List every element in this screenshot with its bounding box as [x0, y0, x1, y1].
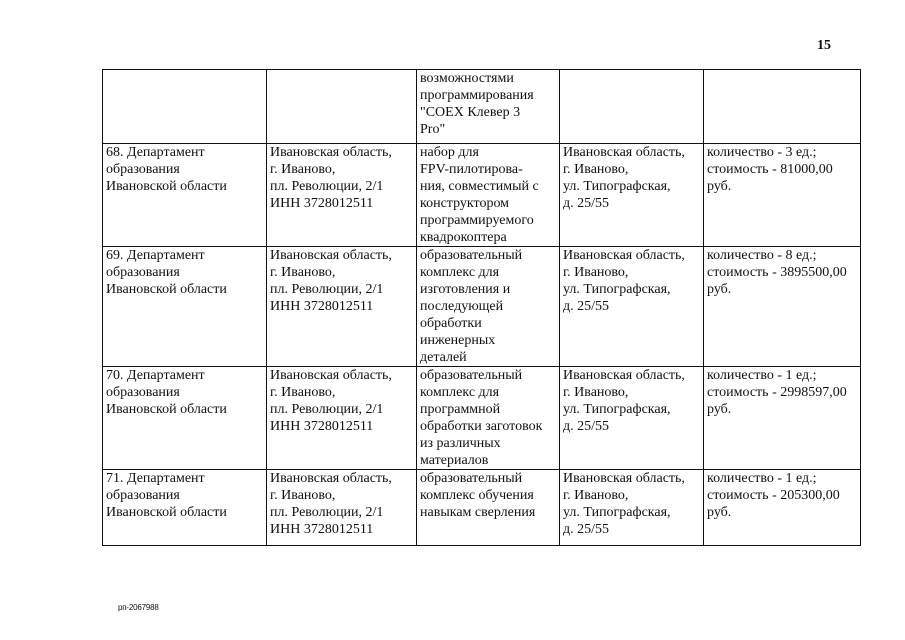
location-cell	[560, 70, 704, 144]
location-cell: Ивановская область, г. Иваново, ул. Типографская, д. 25/55	[560, 144, 704, 247]
quantity-cost-cell: количество - 1 ед.; стоимость - 205300,00 руб.	[704, 470, 861, 546]
quantity-cost-cell: количество - 8 ед.; стоимость - 3895500,00 руб.	[704, 247, 861, 367]
document-code: рп-2067988	[118, 603, 159, 612]
item-cell: набор для FPV-пилотирова- ния, совместимый с конструктором программируемого квадрокоптера	[417, 144, 560, 247]
table-row	[103, 367, 861, 470]
quantity-cost-cell: количество - 3 ед.; стоимость - 81000,00 руб.	[704, 144, 861, 247]
table-row	[103, 247, 861, 367]
item-cell: возможностями программирования "COEX Клевер 3 Pro"	[417, 70, 560, 144]
quantity-cost-cell	[704, 70, 861, 144]
page-number: 15	[817, 38, 831, 53]
quantity-cost-cell: количество - 1 ед.; стоимость - 2998597,00 руб.	[704, 367, 861, 470]
recipient-address-cell: Ивановская область, г. Иваново, пл. Революции, 2/1 ИНН 3728012511	[267, 367, 417, 470]
location-cell: Ивановская область, г. Иваново, ул. Типографская, д. 25/55	[560, 367, 704, 470]
recipient-address-cell: Ивановская область, г. Иваново, пл. Революции, 2/1 ИНН 3728012511	[267, 470, 417, 546]
table-row	[103, 144, 861, 247]
item-cell: образовательный комплекс для программной обработки заготовок из различных материалов	[417, 367, 560, 470]
recipient-address-cell: Ивановская область, г. Иваново, пл. Революции, 2/1 ИНН 3728012511	[267, 144, 417, 247]
location-cell: Ивановская область, г. Иваново, ул. Типографская, д. 25/55	[560, 470, 704, 546]
location-cell: Ивановская область, г. Иваново, ул. Типографская, д. 25/55	[560, 247, 704, 367]
recipient-cell	[103, 70, 267, 144]
recipient-address-cell	[267, 70, 417, 144]
item-cell: образовательный комплекс обучения навыкам сверления	[417, 470, 560, 546]
item-cell: образовательный комплекс для изготовления и последующей обработки инженерных деталей	[417, 247, 560, 367]
recipient-address-cell: Ивановская область, г. Иваново, пл. Революции, 2/1 ИНН 3728012511	[267, 247, 417, 367]
recipient-cell: 71. Департамент образования Ивановской области	[103, 470, 267, 546]
table-row	[103, 470, 861, 546]
recipient-cell: 70. Департамент образования Ивановской области	[103, 367, 267, 470]
table-row	[103, 70, 861, 144]
recipient-cell: 68. Департамент образования Ивановской области	[103, 144, 267, 247]
equipment-table	[102, 69, 861, 546]
recipient-cell: 69. Департамент образования Ивановской области	[103, 247, 267, 367]
